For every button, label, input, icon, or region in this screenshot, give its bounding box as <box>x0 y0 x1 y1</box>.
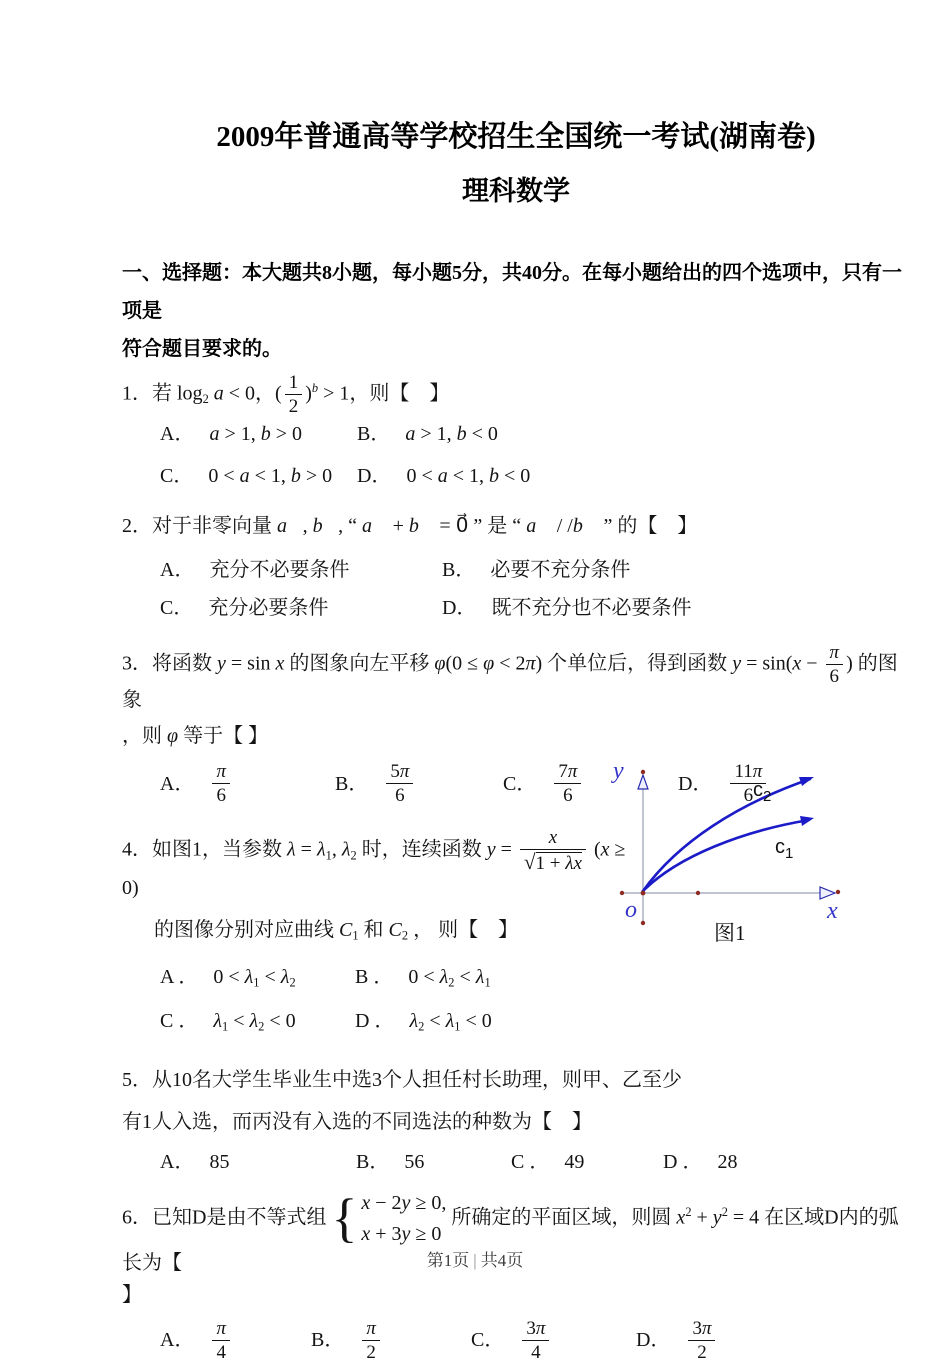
x-axis-label: x <box>827 898 838 924</box>
question-4-stem-line1: 4．如图1，当参数 $\lambda = \lambda_1$, $\lambda_2$ 时，连续函数 y = $\frac{x}{√1 + \lambda x}$ (x ≥ 0) <box>122 826 626 899</box>
question-5-option-b: B． 56 <box>356 1150 425 1173</box>
option-a-math: a > 1, b > 0 <box>209 422 303 445</box>
curve-c1-arrow-icon <box>800 816 814 826</box>
option-a-text: 充分不必要条件 <box>209 558 350 581</box>
option-a-math: $\frac{\pi}{4}$ <box>209 1318 233 1363</box>
option-d-math: 0 < a < 1, b < 0 <box>406 464 531 487</box>
option-d-math: $\lambda_2 < \lambda_1 < 0$ <box>409 1009 492 1034</box>
section-instructions-line1: 一、选择题：本大题共8小题，每小题5分，共40分。在每小题给出的四个选项中，只有一项是 <box>122 262 902 322</box>
question-2-stem: 2．对于非零向量 a⃗, b⃗, “ a⃗ + b⃗ = 0⃗ ” 是 “ a⃗ / /b⃗ ” 的【 】 <box>122 514 698 537</box>
question-1-option-d: D． 0 < a < 1, b < 0 <box>357 464 531 487</box>
question-6-option-b: B． $\frac{\pi}{2}$ <box>311 1318 471 1363</box>
question-4-options-row2 <box>122 1009 627 1033</box>
curve-c1-label: $c_1$ <box>775 836 794 862</box>
option-c-text: 充分必要条件 <box>208 596 329 619</box>
question-2-option-b: B． 必要不充分条件 <box>442 558 631 581</box>
figure-1 <box>583 746 875 950</box>
option-c-math: $\frac{3\pi}{4}$ <box>519 1318 552 1363</box>
question-2-option-d: D． 既不充分也不必要条件 <box>442 596 692 619</box>
curve-c2-arrow-icon <box>799 777 814 786</box>
page-footer <box>0 1246 950 1271</box>
option-d-math: $\frac{11\pi}{6}$ <box>727 761 769 807</box>
tick-dot <box>836 890 840 894</box>
option-c-value: 49 <box>564 1150 585 1173</box>
tick-dot <box>641 921 645 925</box>
option-b-text: 必要不充分条件 <box>490 558 631 581</box>
option-d-text: 既不充分也不必要条件 <box>491 596 692 619</box>
question-6-options <box>122 1318 910 1363</box>
question-6-option-a: A． $\frac{\pi}{4}$ <box>160 1318 311 1363</box>
y-axis-arrow-icon <box>638 775 648 789</box>
origin-label: o <box>625 897 637 923</box>
question-3-stem-line1: 3．将函数 y = sin x 的图象向左平移 φ(0 ≤ φ < 2π) 个单位后，得到函数 y = sin(x − $\frac{\pi}{6}$ ) 的图象 <box>122 641 898 712</box>
option-a-math: $\frac{\pi}{6}$ <box>209 761 233 807</box>
curve-c2 <box>643 779 810 891</box>
question-6-option-c: C． $\frac{3\pi}{4}$ <box>471 1318 636 1363</box>
question-5-options <box>122 1150 910 1174</box>
option-c-math: $\lambda_1 < \lambda_2 < 0$ <box>213 1009 296 1034</box>
page-subtitle: 理科数学 <box>462 176 570 206</box>
option-b-math: $\frac{5\pi}{6}$ <box>383 761 416 807</box>
question-6-stem-line1: 6．已知D是由不等式组 { x − 2y ≥ 0, x + 3y ≥ 0 所确定的平面区域，则圆 $x^2 + y^2 = 4$ 在区域D内的弧长为【 <box>122 1187 899 1274</box>
question-3-option-a: A． $\frac{\pi}{6}$ <box>160 761 335 807</box>
question-6-stem-line2: 】 <box>122 1283 142 1306</box>
tick-dot <box>641 770 645 774</box>
figure-caption: 图1 <box>714 921 746 945</box>
question-3-stem-line2: ，则 φ 等于【 】 <box>122 725 269 748</box>
question-2-options-row1 <box>122 558 910 582</box>
question-5-option-a: A． 85 <box>160 1150 230 1173</box>
question-2-option-c: C． 充分必要条件 <box>160 596 329 619</box>
question-1-stem: 1．若 $\log_2 a < 0$，( $\frac{1}{2}$ )$^b$ > 1，则【 】 <box>122 372 450 418</box>
option-c-math: 0 < a < 1, b > 0 <box>208 464 333 487</box>
option-a-math: $0 < \lambda_1 < \lambda_2$ <box>213 965 296 990</box>
option-b-math: a > 1, b < 0 <box>405 422 498 445</box>
question-5-option-c: C ． 49 <box>511 1150 585 1173</box>
question-1-option-a: A． a > 1, b > 0 <box>160 422 303 445</box>
question-1-option-c: C． 0 < a < 1, b > 0 <box>160 464 333 487</box>
question-5-stem-line2: 有1人入选，而丙没有入选的不同选法的种数为【 】 <box>122 1110 592 1133</box>
option-b-math: $0 < \lambda_2 < \lambda_1$ <box>408 965 491 990</box>
y-axis-label: y <box>613 758 624 784</box>
option-a-value: 85 <box>209 1150 230 1173</box>
origin-dot <box>641 891 646 896</box>
question-4 <box>122 827 627 1033</box>
option-d-value: 28 <box>717 1150 738 1173</box>
question-4-options-row1 <box>122 965 627 989</box>
question-5-option-d: D ． 28 <box>663 1150 738 1173</box>
footer-total-pages: 共4页 <box>480 1251 524 1270</box>
footer-page-number: 第1页 <box>426 1251 470 1270</box>
question-4-option-d: D ． $\lambda_2 < \lambda_1 < 0$ <box>355 1009 492 1034</box>
tick-dot <box>696 891 700 895</box>
section-instructions <box>122 254 910 368</box>
tick-dot <box>620 891 624 895</box>
section-instructions-line2: 符合题目要求的。 <box>122 338 282 360</box>
question-1-options-row1 <box>122 422 910 446</box>
question-5-stem-line1: 5．从10名大学生毕业生中选3个人担任村长助理，则甲、乙至少 <box>122 1068 682 1091</box>
question-1-option-b: B． a > 1, b < 0 <box>357 422 498 445</box>
option-b-value: 56 <box>404 1150 425 1173</box>
question-4-option-b: B ． $0 < \lambda_2 < \lambda_1$ <box>355 965 491 990</box>
option-b-math: $\frac{\pi}{2}$ <box>359 1318 383 1363</box>
question-3-option-d: D． $\frac{11\pi}{6}$ <box>678 761 769 807</box>
option-c-math: $\frac{7\pi}{6}$ <box>551 761 584 807</box>
question-4-option-a: A ． $0 < \lambda_1 < \lambda_2$ <box>160 965 296 990</box>
footer-separator: | <box>473 1251 477 1270</box>
page-title: 2009年普通高等学校招生全国统一考试(湖南卷) <box>216 121 816 153</box>
question-2-option-a: A． 充分不必要条件 <box>160 558 350 581</box>
question-6-option-d: D． $\frac{3\pi}{2}$ <box>636 1318 718 1363</box>
question-4-option-c: C ． $\lambda_1 < \lambda_2 < 0$ <box>160 1009 296 1034</box>
option-d-math: $\frac{3\pi}{2}$ <box>685 1318 718 1363</box>
question-1-options-row2 <box>122 464 910 488</box>
question-3-option-c: C． $\frac{7\pi}{6}$ <box>503 761 678 807</box>
curve-c2-label: $c_2$ <box>753 779 772 805</box>
question-2-options-row2 <box>122 596 910 620</box>
question-3-option-b: B． $\frac{5\pi}{6}$ <box>335 761 503 807</box>
question-4-stem-line2: 的图像分别对应曲线 $C_1$ 和 $C_2$ ， 则【 】 <box>154 918 519 943</box>
